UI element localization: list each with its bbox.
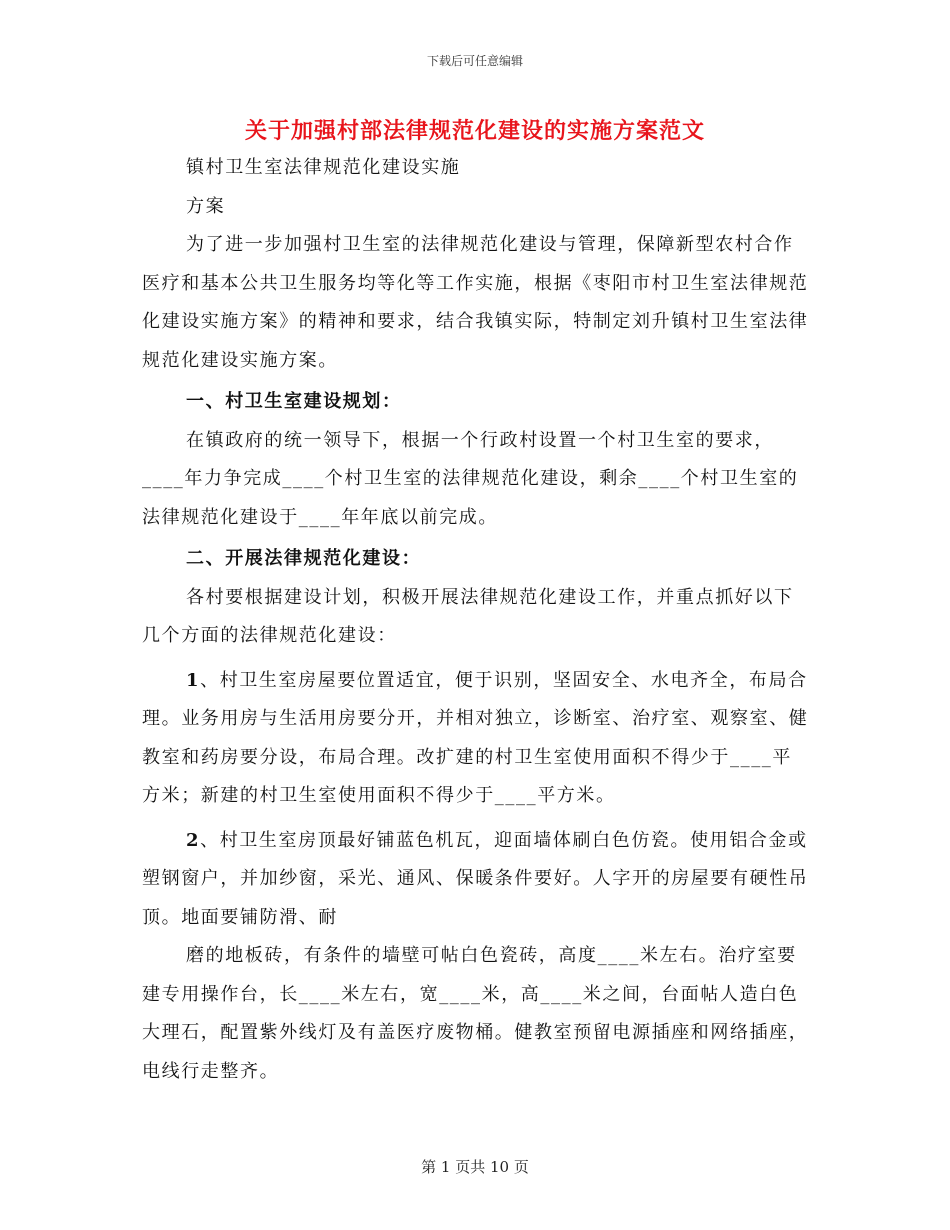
page-footer: 第 1 页共 10 页 [421,1158,529,1176]
download-note: 下载后可任意编辑 [426,54,523,68]
item-2-number: 2 [186,829,201,851]
document-body [142,149,810,1091]
document-title: 关于加强村部法律规范化建设的实施方案范文 [244,118,705,144]
item-1-paragraph [142,662,810,816]
section-1-heading: 一、村卫生室建设规划： [186,391,402,412]
item-1-number: 1 [186,669,201,691]
subtitle-line-1: 镇村卫生室法律规范化建设实施 [186,157,461,178]
section-2-heading: 二、开展法律规范化建设： [186,548,422,569]
item-2-continuation: 磨的地板砖，有条件的墙壁可帖白色瓷砖，高度____米左右。治疗室要建专用操作台，长____米左右，宽____米，高____米之间，台面帖人造白色大理石，配置紫外线灯及有盖医疗废物桶。健教室预留电源插座和网络插座，电线行走整齐。 [142,945,809,1082]
subtitle-line-2: 方案 [186,195,226,217]
item-1-text: 、村卫生室房屋要位置适宜，便于识别，坚固安全、水电齐全，布局合理。业务用房与生活用房要分开，并相对独立，诊断室、治疗室、观察室、健教室和药房要分设，布局合理。改扩建的村卫生室使用面积不得少于____平方米；新建的村卫生室使用面积不得少于____平方米。 [142,669,809,806]
intro-paragraph: 为了进一步加强村卫生室的法律规范化建设与管理，保障新型农村合作医疗和基本公共卫生服务均等化等工作实施，根据《枣阳市村卫生室法律规范化建设实施方案》的精神和要求，结合我镇实际，特制定刘升镇村卫生室法律规范化建设实施方案。 [142,234,809,371]
section-1-paragraph: 在镇政府的统一领导下，根据一个行政村设置一个村卫生室的要求，____年力争完成____个村卫生室的法律规范化建设，剩余____个村卫生室的法律规范化建设于____年年底以前完成。 [142,429,799,528]
item-2-paragraph [142,822,810,938]
section-2-paragraph: 各村要根据建设计划，积极开展法律规范化建设工作，并重点抓好以下几个方面的法律规范化建设： [142,586,794,646]
item-2-text: 、村卫生室房顶最好铺蓝色机瓦，迎面墙体刷白色仿瓷。使用铝合金或塑钢窗户，并加纱窗，采光、通风、保暖条件要好。人字开的房屋要有硬性吊顶。地面要铺防滑、耐 [142,829,809,928]
